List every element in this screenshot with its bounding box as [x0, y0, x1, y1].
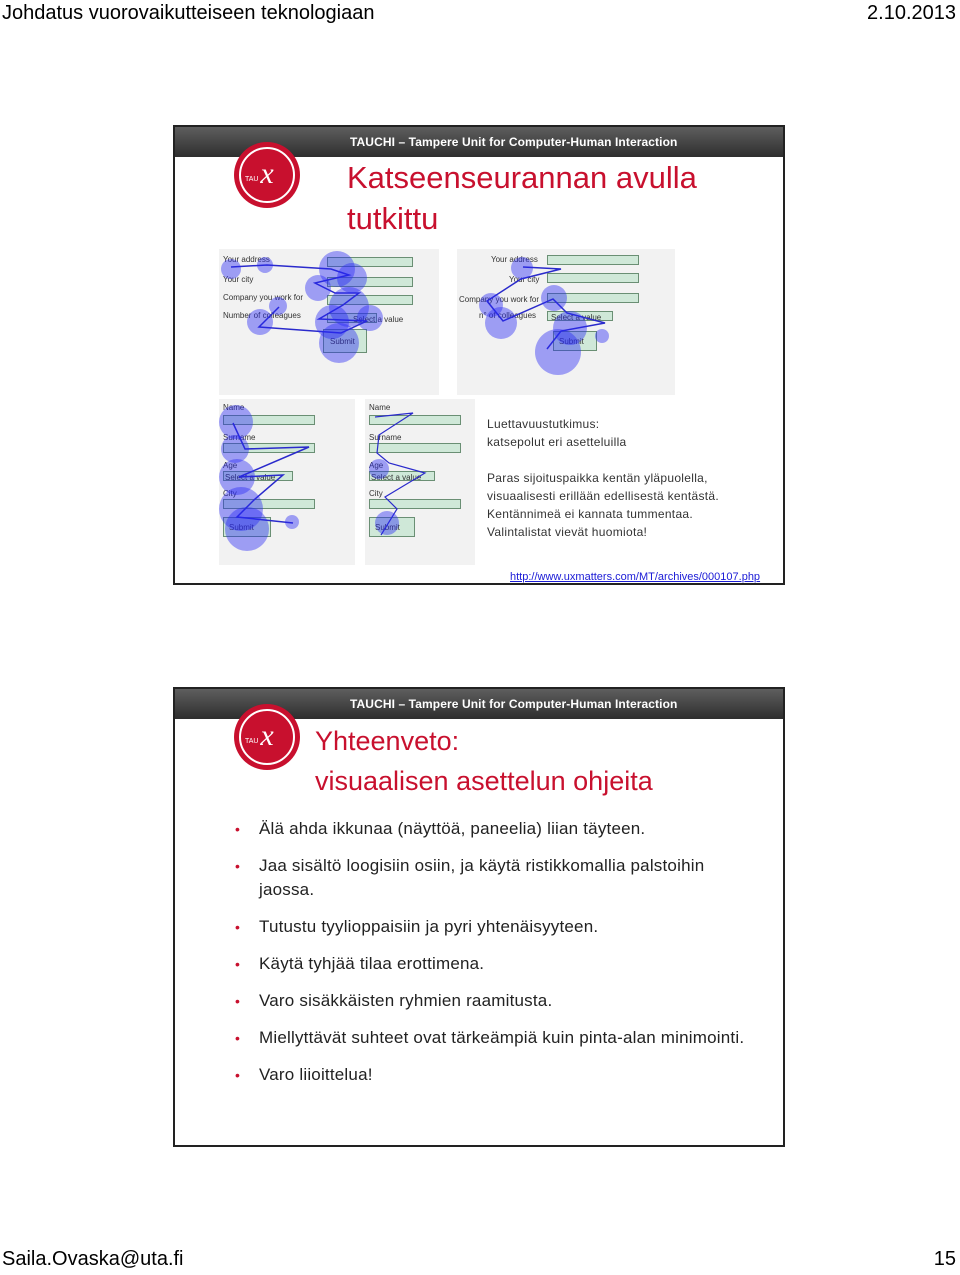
field-label: Surname: [369, 433, 402, 442]
submit-label: Submit: [375, 523, 400, 532]
fixation: [369, 459, 389, 479]
fixation: [285, 515, 299, 529]
guideline-item: [235, 989, 753, 1013]
submit-label: Submit: [330, 337, 355, 346]
select-label: Select a value: [371, 473, 422, 482]
guideline-text: Varo sisäkkäisten ryhmien raamitusta.: [259, 991, 553, 1010]
slide-title: [315, 721, 653, 801]
gaze-screenshot-d: [365, 399, 475, 565]
slide-title-line: tutkittu: [347, 201, 439, 236]
bullet-icon: •: [235, 993, 241, 1009]
fixation: [305, 275, 331, 301]
field-label: Your address: [223, 255, 270, 264]
slide-title: [347, 157, 697, 239]
guideline-item: [235, 915, 753, 939]
gaze-screenshot-a: [219, 249, 439, 395]
field-label: Surname: [223, 433, 256, 442]
logo-text: TAU: [245, 738, 259, 745]
fixation: [247, 309, 273, 335]
fixation: [595, 329, 609, 343]
slide-eye-tracking: [173, 125, 785, 585]
field-label: Name: [223, 403, 245, 412]
logo-text: TAU: [245, 176, 259, 183]
guideline-list: [235, 817, 753, 1100]
guideline-item: [235, 817, 753, 841]
guideline-text: Jaa sisältö loogisiin osiin, ja käytä ristikkomallia palstoihin jaossa.: [259, 856, 705, 899]
select-label: Select a value: [225, 473, 276, 482]
select-label: Select a value: [353, 315, 404, 324]
fixation: [511, 257, 533, 279]
submit-label: Submit: [229, 523, 254, 532]
field-label: Company you work for: [459, 295, 540, 304]
tauchi-logo: [233, 703, 301, 771]
field-label: Age: [223, 461, 238, 470]
select-label: Select a value: [551, 313, 602, 322]
banner-text: TAUCHI – Tampere Unit for Computer-Human Interaction: [350, 697, 678, 711]
logo-letter: x: [260, 719, 274, 752]
gaze-screenshot-c: [219, 399, 355, 565]
caption-line: Valintalistat vievät huomiota!: [487, 525, 648, 539]
fixation: [221, 259, 241, 279]
fixation: [269, 297, 287, 315]
slide-title-line: Katseenseurannan avulla: [347, 160, 697, 195]
field-label: Your city: [509, 275, 540, 284]
fixation: [485, 307, 517, 339]
field-label: Your address: [491, 255, 538, 264]
field-label: Company you work for: [223, 293, 304, 302]
slide-summary: [173, 687, 785, 1147]
guideline-item: [235, 1063, 753, 1087]
field-label: n° of colleagues: [479, 311, 537, 320]
bullet-icon: •: [235, 858, 241, 874]
submit-label: Submit: [559, 337, 584, 346]
guideline-text: Tutustu tyylioppaisiin ja pyri yhtenäisyyteen.: [259, 917, 599, 936]
bullet-icon: •: [235, 956, 241, 972]
field-label: City: [223, 489, 237, 498]
tauchi-logo: [233, 141, 301, 209]
field-label: Age: [369, 461, 384, 470]
caption-line: Paras sijoituspaikka kentän yläpuolella,: [487, 471, 708, 485]
fixation: [535, 329, 581, 375]
fixation: [375, 511, 399, 535]
field-label: Number of colleagues: [223, 311, 301, 320]
guideline-item: [235, 1026, 753, 1050]
gaze-screenshot-b: [457, 249, 675, 395]
caption-study: [487, 415, 627, 451]
author-email: Saila.Ovaska@uta.fi: [2, 1248, 184, 1270]
page-number: 15: [933, 1248, 956, 1270]
gaze-path: [365, 399, 475, 565]
bullet-icon: •: [235, 821, 241, 837]
slide-title-line: visuaalisen asettelun ohjeita: [315, 766, 653, 796]
fixation: [357, 305, 383, 331]
logo-letter: x: [260, 157, 274, 190]
caption-line: Kentännimeä ei kannata tummentaa.: [487, 507, 694, 521]
field-label: City: [369, 489, 383, 498]
caption-findings: [487, 469, 719, 541]
fixation: [319, 323, 359, 363]
guideline-item: [235, 854, 753, 902]
guideline-text: Varo liioittelua!: [259, 1065, 373, 1084]
fixation: [219, 405, 253, 439]
document-course-title: Johdatus vuorovaikutteiseen teknologiaan: [2, 2, 375, 24]
source-link[interactable]: http://www.uxmatters.com/MT/archives/000107.php: [510, 571, 761, 583]
guideline-text: Käytä tyhjää tilaa erottimena.: [259, 954, 485, 973]
caption-line: visuaalisesti erillään edellisestä kentästä.: [487, 489, 719, 503]
fixation: [541, 285, 567, 311]
guideline-text: Älä ahda ikkunaa (näyttöä, paneelia) liian täyteen.: [259, 819, 646, 838]
bullet-icon: •: [235, 1067, 241, 1083]
bullet-icon: •: [235, 1030, 241, 1046]
guideline-text: Miellyttävät suhteet ovat tärkeämpiä kuin pinta-alan minimointi.: [259, 1028, 745, 1047]
bullet-icon: •: [235, 919, 241, 935]
fixation: [257, 257, 273, 273]
field-label: Your city: [223, 275, 254, 284]
caption-line: katsepolut eri asetteluilla: [487, 435, 627, 449]
slide-title-line: Yhteenveto:: [315, 726, 460, 756]
caption-line: Luettavuustutkimus:: [487, 417, 600, 431]
fixation: [225, 507, 269, 551]
field-label: Name: [369, 403, 391, 412]
guideline-item: [235, 952, 753, 976]
document-date: 2.10.2013: [867, 2, 956, 24]
banner-text: TAUCHI – Tampere Unit for Computer-Human Interaction: [350, 135, 678, 149]
